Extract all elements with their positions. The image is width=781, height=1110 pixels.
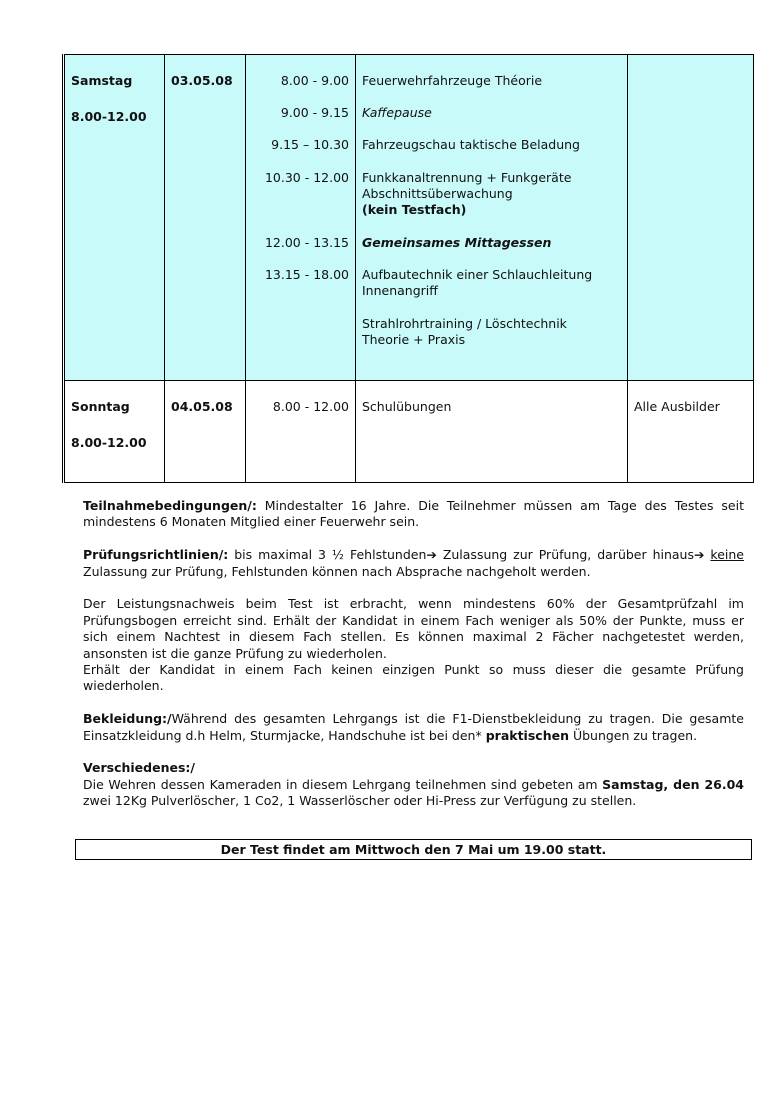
exam-keine: keine <box>710 547 744 563</box>
day-label: Sonntag <box>71 399 130 414</box>
time-cell <box>246 381 356 483</box>
participation-label: Teilnahmebedingungen/: <box>83 498 257 513</box>
time-slot: 13.15 - 18.00 <box>264 267 349 282</box>
day-cell <box>64 55 165 381</box>
exam-text: Zulassung zur Prüfung, Fehlstunden können nach Absprache nachgeholt werden. <box>83 563 591 579</box>
topic-text: Schulübungen <box>362 399 452 414</box>
clothing-text: Während des gesamten Lehrgangs ist die F1-Dienstbekleidung zu tragen. Die gesamte Einsatzkleidung d.h Helm, Sturmjacke, Handschuhe ist bei den* <box>83 711 744 743</box>
participation-text: Mindestalter 16 Jahre. Die Teilnehmer müssen am Tage des Testes seit mindestens 6 Monaten Mitglied einer Feuerwehr sein. <box>83 498 744 530</box>
exam-label: Prüfungsrichtlinien/: <box>83 547 229 563</box>
misc-emphasis: Samstag, den 26.04 <box>602 776 745 792</box>
topic-cell <box>356 55 628 381</box>
exam-paragraph <box>83 547 744 580</box>
clothing-paragraph <box>83 711 744 744</box>
performance-paragraph: Erhält der Kandidat in einem Fach keinen einzigen Punkt so muss dieser die gesamte Prüfung wiederholen. <box>83 662 744 694</box>
time-cell <box>246 55 356 381</box>
time-slot: 8.00 - 12.00 <box>272 399 349 414</box>
misc-paragraph <box>83 777 744 810</box>
test-notice: Der Test findet am Mittwoch den 7 Mai um 19.00 statt. <box>75 839 752 860</box>
day-hours: 8.00-12.00 <box>71 109 147 124</box>
topic-text: Gemeinsames Mittagessen <box>362 235 552 250</box>
info-section <box>83 498 744 810</box>
date-label: 03.05.08 <box>171 73 233 88</box>
topic-note: (kein Testfach) <box>362 202 467 217</box>
topic-cell <box>356 381 628 483</box>
clothing-emphasis: praktischen <box>485 727 569 743</box>
day-hours: 8.00-12.00 <box>71 435 147 450</box>
topic-text: Funkkanaltrennung + Funkgeräte <box>362 170 572 185</box>
schedule-table <box>62 54 754 483</box>
topic-text: Innenangriff <box>362 283 438 298</box>
instructor-cell <box>628 381 754 483</box>
date-label: 04.05.08 <box>171 399 233 414</box>
time-slot: 8.00 - 9.00 <box>280 73 349 88</box>
exam-text: bis maximal 3 ½ Fehlstunden <box>228 547 427 563</box>
table-row <box>64 55 754 381</box>
time-slot: 12.00 - 13.15 <box>264 235 349 250</box>
topic-text: Theorie + Praxis <box>362 332 466 347</box>
time-slot: 10.30 - 12.00 <box>264 170 349 185</box>
exam-text: Zulassung zur Prüfung, darüber hinaus <box>436 547 694 563</box>
misc-text: Die Wehren dessen Kameraden in diesem Lehrgang teilnehmen sind gebeten am <box>83 776 603 792</box>
table-row <box>64 381 754 483</box>
day-label: Samstag <box>71 73 133 88</box>
misc-label: Verschiedenes:/ <box>83 760 195 776</box>
topic-text: Strahlrohrtraining / Löschtechnik <box>362 316 567 331</box>
topic-text: Fahrzeugschau taktische Beladung <box>362 137 580 152</box>
date-cell <box>165 381 246 483</box>
topic-text: Kaffepause <box>362 105 432 120</box>
clothing-text: Übungen zu tragen. <box>568 727 698 743</box>
time-slot: 9.00 - 9.15 <box>280 105 349 120</box>
time-slot: 9.15 – 10.30 <box>271 137 349 152</box>
arrow-icon: ➔ <box>426 547 437 563</box>
performance-paragraph: Der Leistungsnachweis beim Test ist erbracht, wenn mindestens 60% der Gesamtprüfzahl im Prüfungsbogen erreicht sind. Erhält der Kandidat in einem Fach weniger als 50% der Punkte, muss er sich einem Nachtest in diesem Fach stellen. Es können maximal 2 Fächer nachgetestet werden, ansonsten ist die ganze Prüfung zu wiederholen. <box>83 596 744 661</box>
arrow-icon: ➔ <box>693 547 705 563</box>
topic-text: Aufbautechnik einer Schlauchleitung <box>362 267 593 282</box>
instructor-cell <box>628 55 754 381</box>
date-cell <box>165 55 246 381</box>
day-cell <box>64 381 165 483</box>
misc-text: zwei 12Kg Pulverlöscher, 1 Co2, 1 Wasserlöscher oder Hi-Press zur Verfügung zu stellen. <box>83 793 637 809</box>
topic-text: Abschnittsüberwachung <box>362 186 513 201</box>
instructor-label: Alle Ausbilder <box>634 399 720 414</box>
participation-paragraph <box>83 498 744 531</box>
clothing-label: Bekleidung:/ <box>83 711 172 727</box>
topic-text: Feuerwehrfahrzeuge Théorie <box>362 73 543 88</box>
